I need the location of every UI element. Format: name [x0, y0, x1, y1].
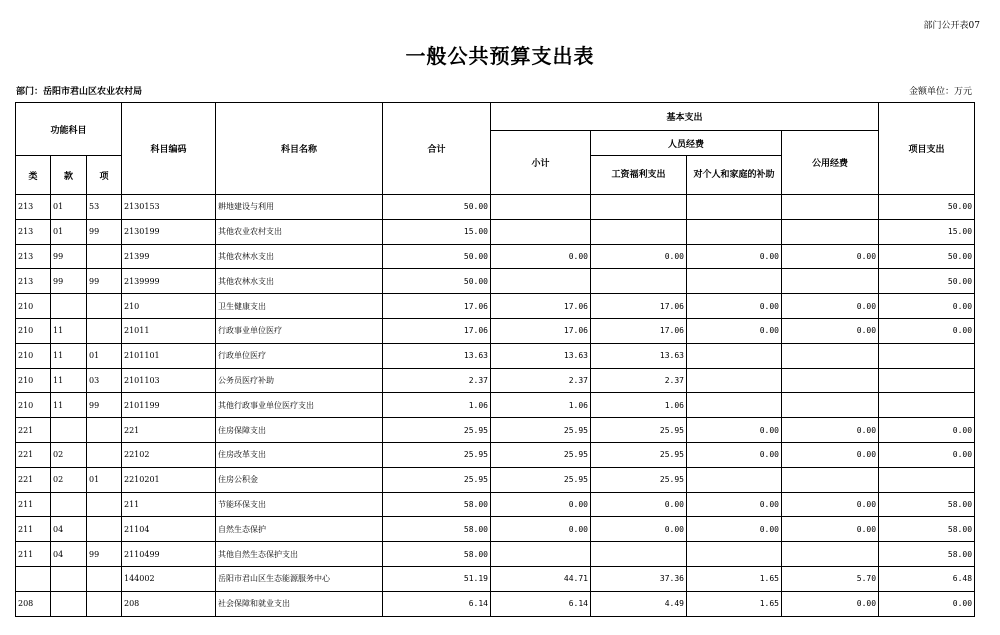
table-row — [16, 244, 975, 269]
cell-xiang — [87, 566, 122, 591]
cell-subtotal: 17.06 — [491, 318, 591, 343]
cell-project-expense — [879, 368, 975, 393]
cell-xiang — [87, 294, 122, 319]
cell-xiang: 01 — [87, 343, 122, 368]
cell-kuan: 11 — [51, 393, 87, 418]
cell-kuan: 99 — [51, 244, 87, 269]
cell-xiang — [87, 418, 122, 443]
cell-subject-code: 21011 — [122, 318, 216, 343]
cell-subtotal: 13.63 — [491, 343, 591, 368]
table-row — [16, 442, 975, 467]
cell-kuan — [51, 418, 87, 443]
cell-total: 58.00 — [383, 492, 491, 517]
cell-subtotal: 25.95 — [491, 467, 591, 492]
cell-subtotal — [491, 219, 591, 244]
cell-xiang: 99 — [87, 269, 122, 294]
cell-public-funds: 0.00 — [782, 591, 879, 616]
cell-subject-code: 2101199 — [122, 393, 216, 418]
cell-total: 58.00 — [383, 542, 491, 567]
cell-individual-family — [687, 269, 782, 294]
amount-unit-label: 金额单位：万元 — [908, 87, 972, 97]
header-total: 合计 — [383, 103, 491, 195]
table-row — [16, 343, 975, 368]
cell-subtotal: 0.00 — [491, 244, 591, 269]
cell-project-expense — [879, 343, 975, 368]
cell-lei: 210 — [16, 318, 51, 343]
cell-total: 25.95 — [383, 442, 491, 467]
cell-salary-welfare: 4.49 — [591, 591, 687, 616]
cell-total: 2.37 — [383, 368, 491, 393]
cell-kuan — [51, 566, 87, 591]
cell-subject-name: 住房改革支出 — [216, 442, 383, 467]
cell-subtotal: 25.95 — [491, 442, 591, 467]
cell-individual-family — [687, 542, 782, 567]
header-basic-expense: 基本支出 — [491, 103, 879, 131]
cell-xiang — [87, 517, 122, 542]
cell-project-expense: 0.00 — [879, 591, 975, 616]
cell-subject-code: 211 — [122, 492, 216, 517]
cell-public-funds — [782, 393, 879, 418]
cell-subject-code: 2101103 — [122, 368, 216, 393]
cell-xiang: 99 — [87, 542, 122, 567]
cell-subject-code: 210 — [122, 294, 216, 319]
cell-lei: 211 — [16, 492, 51, 517]
header-func-subject: 功能科目 — [16, 103, 122, 156]
cell-project-expense: 0.00 — [879, 418, 975, 443]
cell-salary-welfare: 25.95 — [591, 442, 687, 467]
cell-kuan: 02 — [51, 467, 87, 492]
cell-kuan — [51, 492, 87, 517]
budget-table — [15, 102, 975, 617]
table-row — [16, 492, 975, 517]
cell-subject-code: 221 — [122, 418, 216, 443]
form-number: 部门公开表07 — [923, 21, 980, 31]
cell-subject-code: 208 — [122, 591, 216, 616]
cell-salary-welfare: 17.06 — [591, 318, 687, 343]
cell-subject-name: 公务员医疗补助 — [216, 368, 383, 393]
cell-individual-family: 0.00 — [687, 294, 782, 319]
cell-lei: 221 — [16, 418, 51, 443]
cell-subject-name: 其他自然生态保护支出 — [216, 542, 383, 567]
cell-subject-name: 住房公积金 — [216, 467, 383, 492]
header-lei: 类 — [16, 156, 51, 195]
cell-salary-welfare — [591, 269, 687, 294]
cell-lei: 221 — [16, 467, 51, 492]
cell-public-funds — [782, 343, 879, 368]
cell-public-funds — [782, 542, 879, 567]
table-row — [16, 467, 975, 492]
cell-project-expense — [879, 467, 975, 492]
cell-project-expense: 6.48 — [879, 566, 975, 591]
cell-xiang: 99 — [87, 219, 122, 244]
cell-public-funds — [782, 269, 879, 294]
cell-total: 15.00 — [383, 219, 491, 244]
header-individual-family: 对个人和家庭的补助 — [687, 156, 782, 195]
table-row — [16, 294, 975, 319]
cell-subject-code: 2101101 — [122, 343, 216, 368]
cell-xiang — [87, 492, 122, 517]
cell-lei — [16, 566, 51, 591]
cell-kuan: 04 — [51, 517, 87, 542]
cell-subtotal: 0.00 — [491, 492, 591, 517]
cell-individual-family: 1.65 — [687, 566, 782, 591]
cell-kuan: 01 — [51, 219, 87, 244]
cell-project-expense: 0.00 — [879, 294, 975, 319]
header-public-funds: 公用经费 — [782, 131, 879, 195]
table-body — [16, 195, 975, 617]
cell-total: 25.95 — [383, 418, 491, 443]
cell-salary-welfare: 17.06 — [591, 294, 687, 319]
cell-subtotal — [491, 542, 591, 567]
cell-lei: 213 — [16, 195, 51, 220]
cell-subject-name: 行政事业单位医疗 — [216, 318, 383, 343]
cell-subject-name: 其他农林水支出 — [216, 244, 383, 269]
cell-project-expense: 50.00 — [879, 244, 975, 269]
cell-public-funds: 0.00 — [782, 418, 879, 443]
cell-xiang: 53 — [87, 195, 122, 220]
department-label: 部门：岳阳市君山区农业农村局 — [16, 87, 143, 97]
cell-lei: 221 — [16, 442, 51, 467]
cell-subject-code: 144002 — [122, 566, 216, 591]
cell-project-expense: 0.00 — [879, 442, 975, 467]
cell-salary-welfare: 0.00 — [591, 244, 687, 269]
cell-individual-family: 0.00 — [687, 244, 782, 269]
cell-subject-name: 自然生态保护 — [216, 517, 383, 542]
cell-public-funds: 0.00 — [782, 492, 879, 517]
header-project-expense: 项目支出 — [879, 103, 975, 195]
table-row — [16, 591, 975, 616]
table-row — [16, 195, 975, 220]
cell-lei: 213 — [16, 269, 51, 294]
cell-subtotal — [491, 269, 591, 294]
cell-public-funds: 0.00 — [782, 244, 879, 269]
cell-project-expense: 15.00 — [879, 219, 975, 244]
cell-total: 25.95 — [383, 467, 491, 492]
cell-public-funds — [782, 195, 879, 220]
cell-individual-family — [687, 195, 782, 220]
cell-salary-welfare: 1.06 — [591, 393, 687, 418]
cell-lei: 213 — [16, 219, 51, 244]
cell-lei: 210 — [16, 294, 51, 319]
cell-subject-name: 社会保障和就业支出 — [216, 591, 383, 616]
cell-lei: 210 — [16, 393, 51, 418]
cell-kuan: 11 — [51, 368, 87, 393]
cell-subject-code: 2130153 — [122, 195, 216, 220]
header-salary-welfare: 工资福利支出 — [591, 156, 687, 195]
cell-total: 17.06 — [383, 294, 491, 319]
cell-total: 6.14 — [383, 591, 491, 616]
cell-public-funds: 0.00 — [782, 294, 879, 319]
cell-public-funds: 0.00 — [782, 318, 879, 343]
table-row — [16, 542, 975, 567]
cell-total: 13.63 — [383, 343, 491, 368]
cell-total: 58.00 — [383, 517, 491, 542]
cell-total: 1.06 — [383, 393, 491, 418]
table-row — [16, 566, 975, 591]
cell-individual-family — [687, 467, 782, 492]
cell-total: 50.00 — [383, 244, 491, 269]
header-subject-name: 科目名称 — [216, 103, 383, 195]
header-personnel: 人员经费 — [591, 131, 782, 156]
cell-subject-code: 2110499 — [122, 542, 216, 567]
cell-project-expense: 50.00 — [879, 195, 975, 220]
cell-salary-welfare: 0.00 — [591, 517, 687, 542]
cell-public-funds — [782, 368, 879, 393]
cell-individual-family: 0.00 — [687, 442, 782, 467]
cell-total: 50.00 — [383, 269, 491, 294]
cell-project-expense — [879, 393, 975, 418]
header-xiang: 项 — [87, 156, 122, 195]
cell-subject-code: 2210201 — [122, 467, 216, 492]
cell-subject-name: 住房保障支出 — [216, 418, 383, 443]
cell-lei: 210 — [16, 368, 51, 393]
cell-total: 50.00 — [383, 195, 491, 220]
cell-individual-family: 1.65 — [687, 591, 782, 616]
cell-project-expense: 50.00 — [879, 269, 975, 294]
cell-individual-family — [687, 343, 782, 368]
table-row — [16, 368, 975, 393]
cell-lei: 211 — [16, 517, 51, 542]
cell-subtotal: 6.14 — [491, 591, 591, 616]
cell-subject-name: 耕地建设与利用 — [216, 195, 383, 220]
cell-kuan — [51, 591, 87, 616]
cell-subject-name: 其他行政事业单位医疗支出 — [216, 393, 383, 418]
cell-subtotal: 25.95 — [491, 418, 591, 443]
cell-xiang — [87, 591, 122, 616]
cell-subtotal: 0.00 — [491, 517, 591, 542]
table-row — [16, 219, 975, 244]
cell-project-expense: 58.00 — [879, 492, 975, 517]
cell-subject-code: 22102 — [122, 442, 216, 467]
cell-xiang — [87, 318, 122, 343]
cell-public-funds — [782, 219, 879, 244]
cell-xiang: 99 — [87, 393, 122, 418]
cell-subject-name: 其他农业农村支出 — [216, 219, 383, 244]
cell-salary-welfare: 37.36 — [591, 566, 687, 591]
table-row — [16, 318, 975, 343]
cell-salary-welfare — [591, 542, 687, 567]
cell-public-funds: 5.70 — [782, 566, 879, 591]
cell-individual-family — [687, 219, 782, 244]
cell-kuan: 99 — [51, 269, 87, 294]
table-row — [16, 269, 975, 294]
cell-individual-family — [687, 393, 782, 418]
cell-salary-welfare: 25.95 — [591, 467, 687, 492]
cell-lei: 211 — [16, 542, 51, 567]
table-row — [16, 418, 975, 443]
cell-salary-welfare: 25.95 — [591, 418, 687, 443]
cell-salary-welfare: 0.00 — [591, 492, 687, 517]
cell-xiang — [87, 244, 122, 269]
cell-subject-code: 21104 — [122, 517, 216, 542]
cell-lei: 213 — [16, 244, 51, 269]
cell-public-funds: 0.00 — [782, 442, 879, 467]
cell-subject-code: 2130199 — [122, 219, 216, 244]
cell-kuan: 02 — [51, 442, 87, 467]
cell-subject-code: 21399 — [122, 244, 216, 269]
cell-subject-name: 其他农林水支出 — [216, 269, 383, 294]
cell-kuan: 01 — [51, 195, 87, 220]
table-row — [16, 517, 975, 542]
cell-subtotal — [491, 195, 591, 220]
cell-xiang: 03 — [87, 368, 122, 393]
cell-kuan: 11 — [51, 343, 87, 368]
cell-subtotal: 2.37 — [491, 368, 591, 393]
cell-project-expense: 58.00 — [879, 542, 975, 567]
header-kuan: 款 — [51, 156, 87, 195]
table-row — [16, 393, 975, 418]
cell-subject-name: 卫生健康支出 — [216, 294, 383, 319]
cell-public-funds: 0.00 — [782, 517, 879, 542]
header-subject-code: 科目编码 — [122, 103, 216, 195]
cell-subtotal: 17.06 — [491, 294, 591, 319]
cell-kuan — [51, 294, 87, 319]
cell-individual-family: 0.00 — [687, 318, 782, 343]
cell-subtotal: 44.71 — [491, 566, 591, 591]
cell-individual-family: 0.00 — [687, 492, 782, 517]
cell-project-expense: 0.00 — [879, 318, 975, 343]
cell-salary-welfare: 13.63 — [591, 343, 687, 368]
cell-total: 17.06 — [383, 318, 491, 343]
cell-subject-name: 行政单位医疗 — [216, 343, 383, 368]
cell-individual-family: 0.00 — [687, 418, 782, 443]
cell-subject-name: 节能环保支出 — [216, 492, 383, 517]
cell-salary-welfare: 2.37 — [591, 368, 687, 393]
cell-individual-family: 0.00 — [687, 517, 782, 542]
cell-individual-family — [687, 368, 782, 393]
cell-salary-welfare — [591, 219, 687, 244]
cell-xiang: 01 — [87, 467, 122, 492]
cell-kuan: 11 — [51, 318, 87, 343]
cell-project-expense: 58.00 — [879, 517, 975, 542]
header-subtotal: 小计 — [491, 131, 591, 195]
cell-salary-welfare — [591, 195, 687, 220]
cell-public-funds — [782, 467, 879, 492]
cell-total: 51.19 — [383, 566, 491, 591]
cell-subtotal: 1.06 — [491, 393, 591, 418]
cell-lei: 210 — [16, 343, 51, 368]
cell-lei: 208 — [16, 591, 51, 616]
cell-subject-name: 岳阳市君山区生态能源服务中心 — [216, 566, 383, 591]
page-title: 一般公共预算支出表 — [405, 44, 595, 68]
cell-xiang — [87, 442, 122, 467]
cell-kuan: 04 — [51, 542, 87, 567]
cell-subject-code: 2139999 — [122, 269, 216, 294]
